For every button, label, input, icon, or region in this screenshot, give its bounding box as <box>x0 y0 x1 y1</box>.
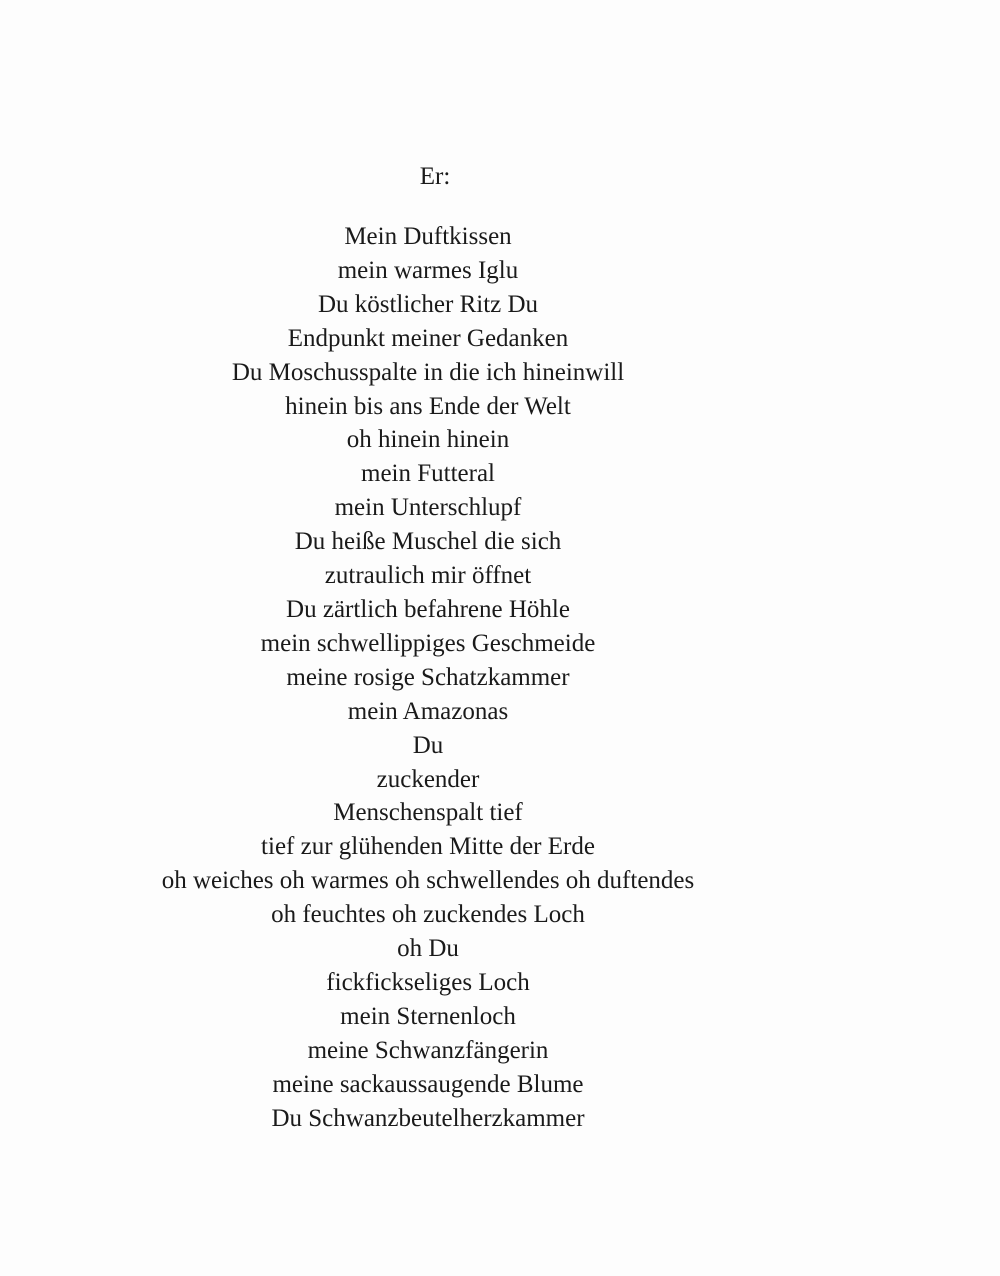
poem-line: meine Schwanzfängerin <box>307 1036 549 1064</box>
poem-text <box>0 220 856 1135</box>
poem-line: zuckender <box>376 765 480 793</box>
poem-line: Mein Duftkissen <box>344 223 512 250</box>
speaker-heading: Er: <box>419 163 451 190</box>
poem-line: oh weiches oh warmes oh schwellendes oh duftendes <box>161 867 695 895</box>
poem-line: mein Futteral <box>361 460 495 488</box>
poem-line: mein schwellippiges Geschmeide <box>260 629 596 657</box>
poem-line: Du Moschusspalte in die ich hineinwill <box>231 358 625 386</box>
poem-line: Du zärtlich befahrene Höhle <box>286 595 570 623</box>
poem-line: oh hinein hinein <box>346 426 510 454</box>
poem-line: hinein bis ans Ende der Welt <box>285 392 571 420</box>
poem-line: mein warmes Iglu <box>337 256 519 284</box>
poem-line: Menschenspalt tief <box>333 799 523 827</box>
poem-line: meine rosige Schatzkammer <box>286 663 570 691</box>
poem-line: oh feuchtes oh zuckendes Loch <box>271 901 585 929</box>
poem-line: tief zur glühenden Mitte der Erde <box>261 833 595 861</box>
poem-line: Endpunkt meiner Gedanken <box>287 324 569 352</box>
poem-line: mein Unterschlupf <box>334 494 522 522</box>
poem-line: mein Amazonas <box>347 697 509 725</box>
poem-line: Du Schwanzbeutelherzkammer <box>271 1104 585 1132</box>
poem-line: meine sackaussaugende Blume <box>272 1070 584 1098</box>
poem-line: Du köstlicher Ritz Du <box>317 290 539 318</box>
poem-line: fickfickseliges Loch <box>326 968 530 996</box>
poem-line: zutraulich mir öffnet <box>324 562 532 590</box>
poem-line: mein Sternenloch <box>340 1002 516 1030</box>
poem-line: Du heiße Muschel die sich <box>294 528 562 556</box>
poem-line: Du <box>412 731 444 759</box>
poem-line: oh Du <box>397 935 459 963</box>
